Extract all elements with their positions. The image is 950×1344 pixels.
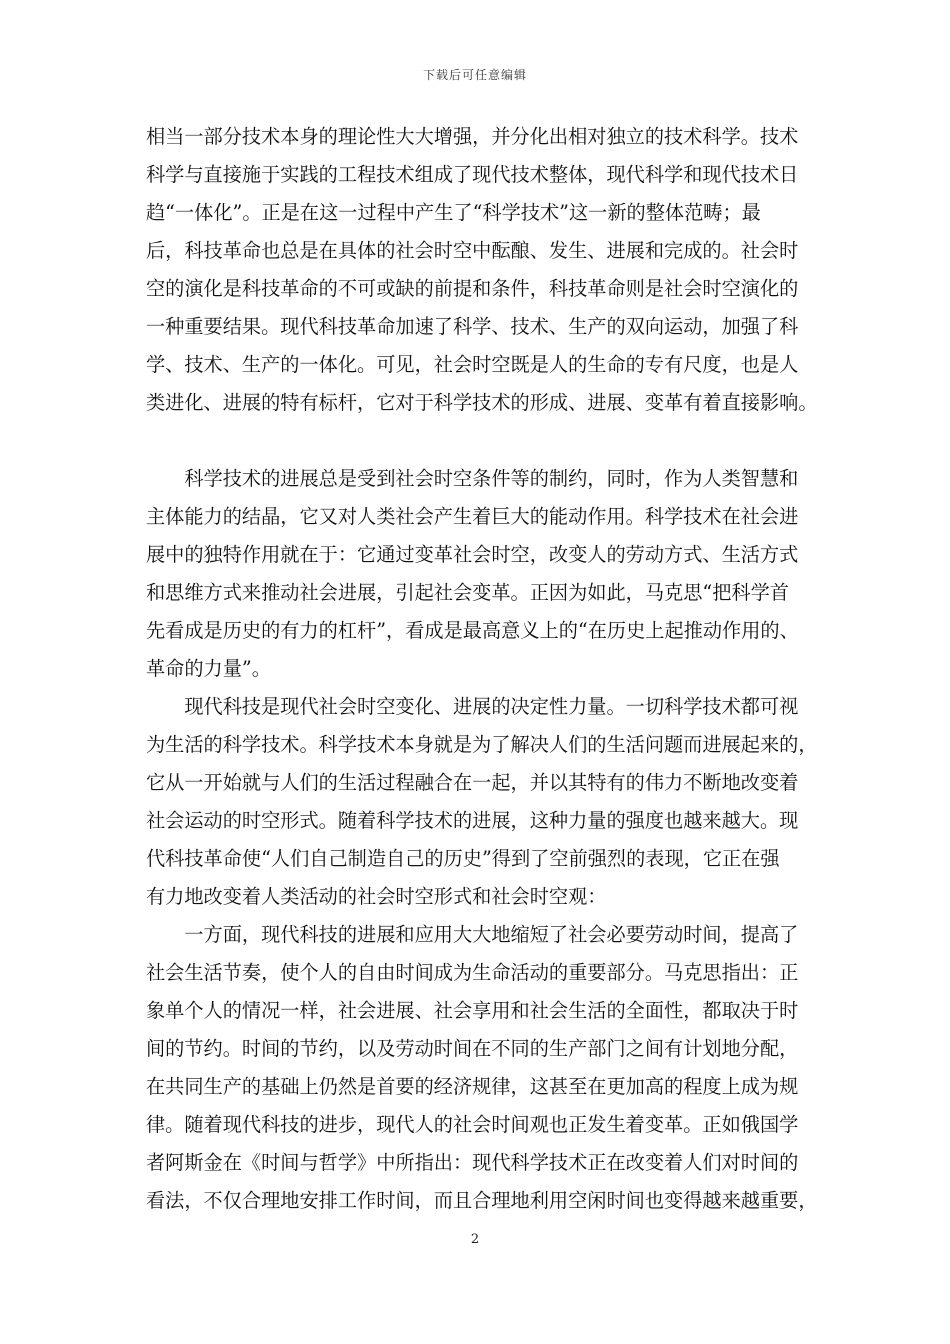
- text-line: 代科技革命使“人们自己制造自己的历史”得到了空前强烈的表现，它正在强: [146, 847, 780, 870]
- text-line: 学、技术、生产的一体化。可见，社会时空既是人的生命的专有尺度，也是人: [146, 353, 799, 376]
- text-line: 现代科技是现代社会时空变化、进展的决定性力量。一切科学技术都可视: [146, 695, 799, 718]
- text-line: 展中的独特作用就在于：它通过变革社会时空，改变人的劳动方式、生活方式: [146, 543, 799, 566]
- text-line: 后，科技革命也总是在具体的社会时空中酝酿、发生、进展和完成的。社会时: [146, 239, 799, 262]
- text-line: 革命的力量”。: [146, 657, 271, 680]
- text-line: 为生活的科学技术。科学技术本身就是为了解决人们的生活问题而进展起来的，: [146, 733, 818, 756]
- text-line: 在共同生产的基础上仍然是首要的经济规律，这甚至在更加高的程度上成为规: [146, 1075, 799, 1098]
- text-line: 间的节约。时间的节约，以及劳动时间在不同的生产部门之间有计划地分配，: [146, 1037, 799, 1060]
- page-number: 2: [470, 1232, 480, 1247]
- text-line: 它从一开始就与人们的生活过程融合在一起，并以其特有的伟力不断地改变着: [146, 771, 799, 794]
- text-line: 一方面，现代科技的进展和应用大大地缩短了社会必要劳动时间，提高了: [146, 923, 799, 946]
- text-line: 类进化、进展的特有标杆，它对于科学技术的形成、进展、变革有着直接影响。: [146, 391, 818, 414]
- document-body: [146, 118, 818, 1220]
- paragraph-block-2: [146, 460, 818, 1220]
- text-line: 先看成是历史的有力的杠杆”，看成是最高意义上的“在历史上起推动作用的、: [146, 619, 799, 642]
- text-line: 看法，不仅合理地安排工作时间，而且合理地利用空闲时间也变得越来越重要，: [146, 1189, 818, 1212]
- text-line: 和思维方式来推动社会进展，引起社会变革。正因为如此，马克思“把科学首: [146, 581, 789, 604]
- text-line: 社会生活节奏，使个人的自由时间成为生命活动的重要部分。马克思指出：正: [146, 961, 799, 984]
- text-line: 相当一部分技术本身的理论性大大增强，并分化出相对独立的技术科学。技术: [146, 125, 799, 148]
- text-line: 空的演化是科技革命的不可或缺的前提和条件，科技革命则是社会时空演化的: [146, 277, 799, 300]
- text-line: 者阿斯金在《时间与哲学》中所指出：现代科学技术正在改变着人们对时间的: [146, 1151, 799, 1174]
- text-line: 科学技术的进展总是受到社会时空条件等的制约，同时，作为人类智慧和: [146, 467, 799, 490]
- text-line: 一种重要结果。现代科技革命加速了科学、技术、生产的双向运动，加强了科: [146, 315, 799, 338]
- page-header: 下载后可任意编辑: [422, 68, 527, 82]
- text-line: 主体能力的结晶，它又对人类社会产生着巨大的能动作用。科学技术在社会进: [146, 505, 799, 528]
- text-line: 有力地改变着人类活动的社会时空形式和社会时空观：: [146, 885, 607, 908]
- paragraph-gap: [146, 422, 818, 460]
- text-line: 象单个人的情况一样，社会进展、社会享用和社会生活的全面性，都取决于时: [146, 999, 799, 1022]
- text-line: 趋“一体化”。正是在这一过程中产生了“科学技术”这一新的整体范畴；最: [146, 201, 761, 224]
- text-line: 律。随着现代科技的进步，现代人的社会时间观也正发生着变革。正如俄国学: [146, 1113, 799, 1136]
- text-line: 科学与直接施于实践的工程技术组成了现代技术整体，现代科学和现代技术日: [146, 163, 799, 186]
- text-line: 社会运动的时空形式。随着科学技术的进展，这种力量的强度也越来越大。现: [146, 809, 799, 832]
- paragraph-block-1: [146, 118, 818, 422]
